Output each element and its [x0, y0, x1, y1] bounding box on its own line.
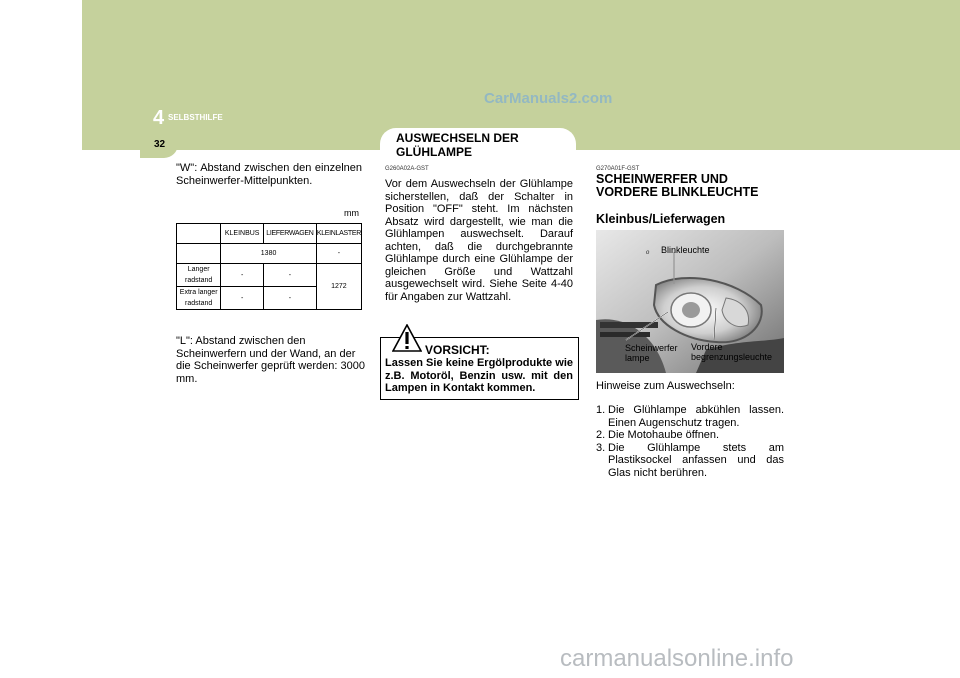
instructions-title: Hinweise zum Auswechseln: — [596, 380, 735, 392]
warning-title: VORSICHT: — [425, 343, 490, 357]
label-blinkleuchte: Blinkleuchte — [661, 245, 710, 255]
watermark-top: CarManuals2.com — [484, 90, 613, 107]
unit-label: mm — [344, 208, 359, 218]
section-title: AUSWECHSELN DER GLÜHLAMPE — [396, 131, 519, 159]
list-item — [596, 429, 784, 442]
l-definition: "L": Abstand zwischen den Scheinwerfern und der Wand, an der die Scheinwerfer geprüft werden: 3000 mm. — [176, 335, 365, 385]
list-item-number: 1. — [596, 404, 606, 416]
chapter-number: 4 — [153, 107, 165, 129]
table-row3-label: Extra langer radstand — [177, 287, 221, 310]
table-header-lieferwagen: LIEFERWAGEN — [264, 224, 317, 244]
right-subheading: Kleinbus/Lieferwagen — [596, 212, 726, 226]
table-cell: - — [264, 264, 317, 287]
right-heading: SCHEINWERFER UND VORDERE BLINKLEUCHTE — [596, 172, 759, 199]
list-item-number: 3. — [596, 441, 606, 454]
list-item — [596, 404, 784, 429]
instruction-list — [596, 404, 784, 479]
right-code: G270A01F-GST — [596, 166, 640, 172]
label-scheinwerfer: Scheinwerfer lampe — [625, 343, 678, 363]
table-cell-dash: - — [316, 244, 361, 264]
intro-text: Vor dem Auswechseln der Glühlampe sicherstellen, daß der Schalter in Position "OFF" steht. Im nächsten Absatz wird dargestellt, wie man die Glühlampen auswechselt. Darauf achten, daß die durchgebrannte Glühlampe durch eine Glühlampe der gleichen Größe und Wattzahl ausgewechselt wird. Siehe Seite 4-40 für Angaben zur Wattzahl. — [385, 178, 573, 303]
table-cell-1380: 1380 — [221, 244, 317, 264]
list-item — [596, 442, 784, 480]
table-cell-1272: 1272 — [316, 264, 361, 310]
list-item-text: Die Glühlampe stets am Plastiksockel anfassen und das Glas nicht berühren. — [608, 441, 784, 479]
w-definition: "W": Abstand zwischen den einzelnen Scheinwerfer-Mittelpunkten. — [176, 162, 362, 187]
list-item-number: 2. — [596, 429, 606, 441]
table-cell: - — [221, 264, 264, 287]
table-row2-label: Langer radstand — [177, 264, 221, 287]
table-cell: - — [264, 287, 317, 310]
svg-text:o: o — [646, 250, 650, 256]
section-code: G260A02A-GST — [385, 166, 429, 172]
chapter-label: SELBSTHILFE — [168, 113, 223, 122]
page-number: 32 — [154, 139, 166, 150]
list-item-text: Die Glühlampe abkühlen lassen. Einen Augenschutz tragen. — [608, 404, 784, 429]
table-header-kleinlaster: KLEINLASTER — [316, 224, 361, 244]
dimension-table — [176, 223, 362, 310]
table-cell: - — [221, 287, 264, 310]
warning-text: Lassen Sie keine Ergölprodukte wie z.B. Motoröl, Benzin usw. mit den Lampen in Kontakt kommen. — [385, 357, 573, 394]
table-corner — [177, 224, 221, 244]
watermark-bottom: carmanualsonline.info — [560, 645, 794, 672]
table-header-kleinbus: KLEINBUS — [221, 224, 264, 244]
table-row1-label — [177, 244, 221, 264]
label-vordere: Vordere begrenzungsleuchte — [691, 342, 773, 362]
list-item-text: Die Motohaube öffnen. — [608, 429, 720, 441]
warning-triangle-icon — [392, 324, 422, 352]
